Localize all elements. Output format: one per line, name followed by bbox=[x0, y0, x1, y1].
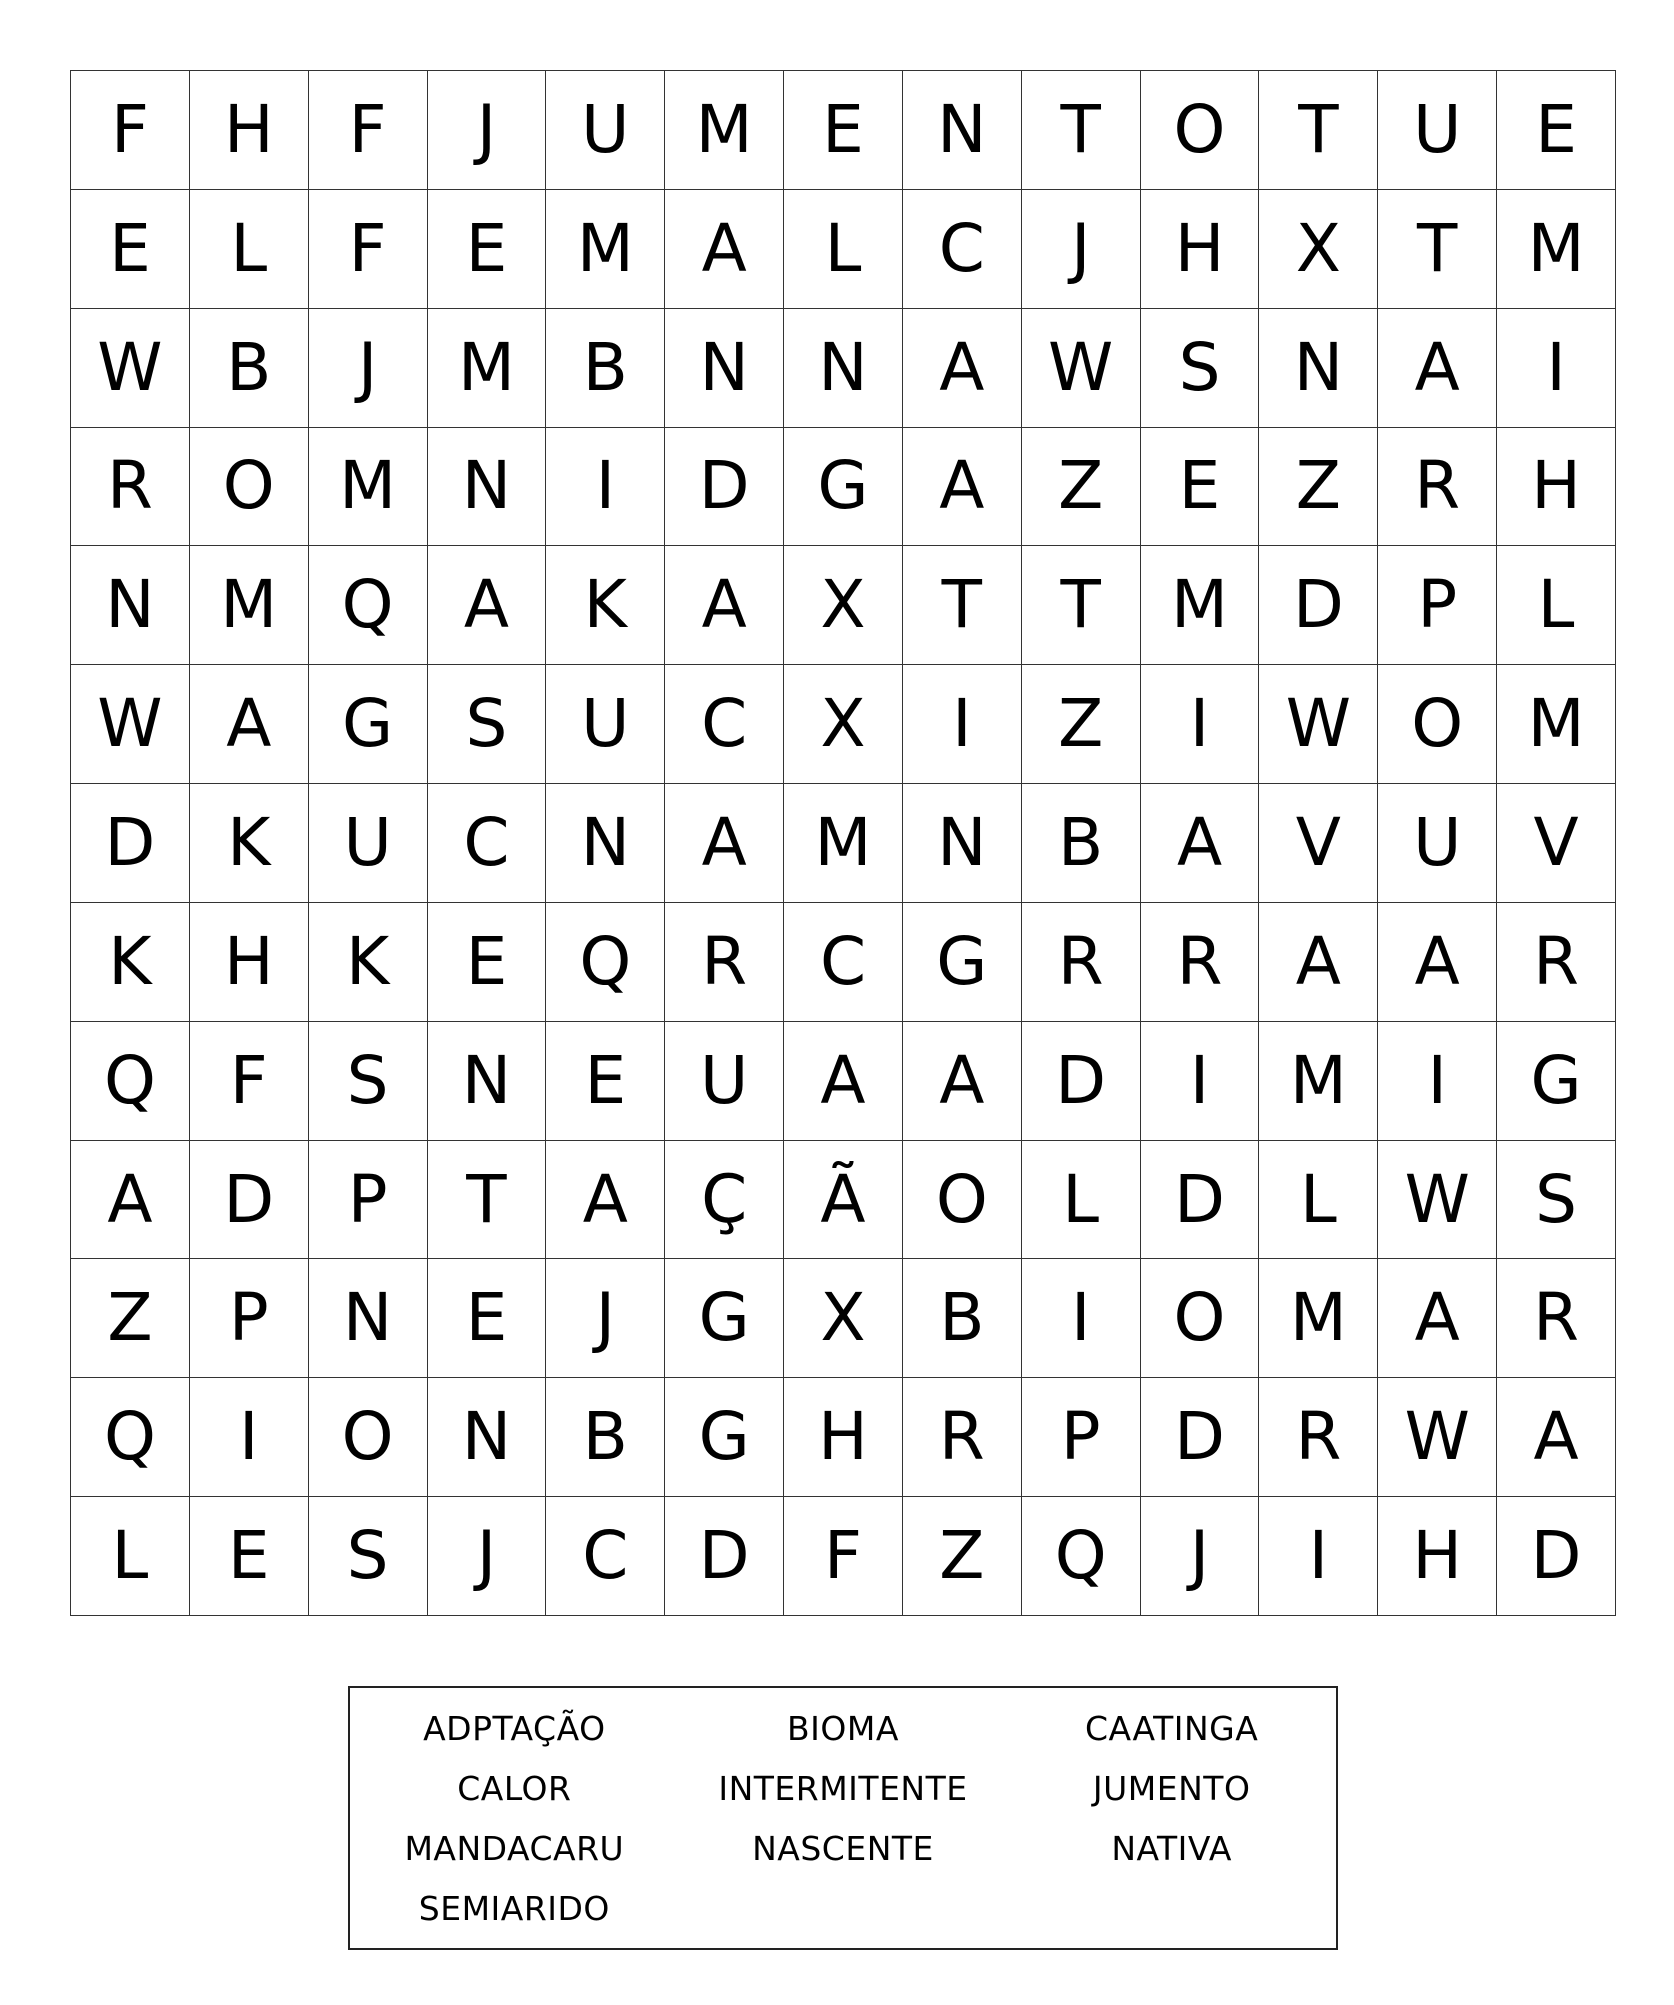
grid-cell[interactable]: C bbox=[903, 190, 1022, 309]
grid-cell[interactable]: G bbox=[903, 903, 1022, 1022]
grid-cell[interactable]: A bbox=[428, 546, 547, 665]
grid-cell[interactable]: T bbox=[1259, 71, 1378, 190]
grid-cell[interactable]: X bbox=[784, 665, 903, 784]
grid-cell[interactable]: J bbox=[309, 309, 428, 428]
grid-cell[interactable]: Z bbox=[1022, 428, 1141, 547]
grid-cell[interactable]: J bbox=[428, 71, 547, 190]
grid-cell[interactable]: E bbox=[71, 190, 190, 309]
grid-cell[interactable]: I bbox=[1022, 1259, 1141, 1378]
grid-cell[interactable]: W bbox=[1378, 1378, 1497, 1497]
grid-cell[interactable]: F bbox=[309, 71, 428, 190]
grid-cell[interactable]: O bbox=[903, 1141, 1022, 1260]
grid-cell[interactable]: N bbox=[665, 309, 784, 428]
grid-cell[interactable]: E bbox=[190, 1497, 309, 1616]
grid-cell[interactable]: W bbox=[1259, 665, 1378, 784]
grid-cell[interactable]: R bbox=[665, 903, 784, 1022]
grid-cell[interactable]: S bbox=[1141, 309, 1260, 428]
grid-cell[interactable]: U bbox=[309, 784, 428, 903]
grid-cell[interactable]: X bbox=[784, 1259, 903, 1378]
grid-cell[interactable]: I bbox=[1497, 309, 1616, 428]
grid-cell[interactable]: S bbox=[309, 1497, 428, 1616]
grid-cell[interactable]: I bbox=[903, 665, 1022, 784]
grid-cell[interactable]: O bbox=[1141, 71, 1260, 190]
grid-cell[interactable]: H bbox=[1497, 428, 1616, 547]
grid-cell[interactable]: A bbox=[1378, 1259, 1497, 1378]
grid-cell[interactable]: J bbox=[546, 1259, 665, 1378]
grid-cell[interactable]: A bbox=[1497, 1378, 1616, 1497]
word-list-item: ADPTAÇÃO bbox=[423, 1708, 606, 1748]
word-list-item: INTERMITENTE bbox=[718, 1768, 968, 1808]
grid-cell[interactable]: R bbox=[71, 428, 190, 547]
grid-cell[interactable]: E bbox=[1141, 428, 1260, 547]
grid-cell[interactable]: E bbox=[1497, 71, 1616, 190]
word-list bbox=[348, 1686, 1338, 1950]
grid-cell[interactable]: T bbox=[903, 546, 1022, 665]
grid-cell[interactable]: N bbox=[428, 1378, 547, 1497]
grid-cell[interactable]: I bbox=[1141, 1022, 1260, 1141]
grid-cell[interactable]: M bbox=[1497, 190, 1616, 309]
grid-cell[interactable]: A bbox=[903, 309, 1022, 428]
grid-cell[interactable]: I bbox=[1378, 1022, 1497, 1141]
grid-cell[interactable]: M bbox=[784, 784, 903, 903]
grid-cell[interactable]: H bbox=[190, 71, 309, 190]
grid-cell[interactable]: T bbox=[1378, 190, 1497, 309]
grid-cell[interactable]: Q bbox=[1022, 1497, 1141, 1616]
grid-cell[interactable]: M bbox=[428, 309, 547, 428]
grid-cell[interactable]: D bbox=[1497, 1497, 1616, 1616]
grid-cell[interactable]: D bbox=[665, 1497, 784, 1616]
grid-cell[interactable]: M bbox=[546, 190, 665, 309]
grid-cell[interactable]: C bbox=[665, 665, 784, 784]
grid-cell[interactable]: W bbox=[1022, 309, 1141, 428]
grid-cell[interactable]: M bbox=[309, 428, 428, 547]
grid-cell[interactable]: H bbox=[784, 1378, 903, 1497]
grid-cell[interactable]: R bbox=[1259, 1378, 1378, 1497]
grid-cell[interactable]: A bbox=[665, 546, 784, 665]
grid-cell[interactable]: Q bbox=[71, 1378, 190, 1497]
grid-cell[interactable]: A bbox=[784, 1022, 903, 1141]
grid-cell[interactable]: W bbox=[71, 665, 190, 784]
grid-cell[interactable]: I bbox=[1141, 665, 1260, 784]
grid-cell[interactable]: I bbox=[546, 428, 665, 547]
word-search-grid bbox=[70, 70, 1616, 1616]
grid-cell[interactable]: Z bbox=[903, 1497, 1022, 1616]
word-list-item: CALOR bbox=[457, 1768, 572, 1808]
grid-cell[interactable]: F bbox=[71, 71, 190, 190]
grid-cell[interactable]: G bbox=[665, 1259, 784, 1378]
grid-cell[interactable]: M bbox=[665, 71, 784, 190]
grid-cell[interactable]: A bbox=[1378, 903, 1497, 1022]
grid-cell[interactable]: O bbox=[309, 1378, 428, 1497]
grid-cell[interactable]: S bbox=[428, 665, 547, 784]
grid-cell[interactable]: S bbox=[1497, 1141, 1616, 1260]
grid-cell[interactable]: I bbox=[1259, 1497, 1378, 1616]
grid-cell[interactable]: B bbox=[546, 1378, 665, 1497]
grid-cell[interactable]: E bbox=[546, 1022, 665, 1141]
grid-cell[interactable]: T bbox=[1022, 71, 1141, 190]
grid-cell[interactable]: B bbox=[1022, 784, 1141, 903]
grid-cell[interactable]: R bbox=[1497, 1259, 1616, 1378]
grid-cell[interactable]: V bbox=[1259, 784, 1378, 903]
grid-cell[interactable]: B bbox=[903, 1259, 1022, 1378]
grid-cell[interactable]: A bbox=[546, 1141, 665, 1260]
word-list-item: BIOMA bbox=[787, 1708, 899, 1748]
grid-cell[interactable]: Z bbox=[1022, 665, 1141, 784]
grid-cell[interactable]: N bbox=[1259, 309, 1378, 428]
grid-cell[interactable]: G bbox=[1497, 1022, 1616, 1141]
grid-cell[interactable]: L bbox=[1497, 546, 1616, 665]
grid-cell[interactable]: N bbox=[903, 784, 1022, 903]
grid-cell[interactable]: M bbox=[1497, 665, 1616, 784]
grid-cell[interactable]: D bbox=[1022, 1022, 1141, 1141]
grid-cell[interactable]: N bbox=[428, 1022, 547, 1141]
grid-cell[interactable]: M bbox=[1259, 1022, 1378, 1141]
word-list-item: JUMENTO bbox=[1092, 1768, 1251, 1808]
grid-cell[interactable]: X bbox=[784, 546, 903, 665]
grid-cell[interactable]: Q bbox=[71, 1022, 190, 1141]
grid-cell[interactable]: N bbox=[784, 309, 903, 428]
grid-cell[interactable]: A bbox=[1259, 903, 1378, 1022]
grid-cell[interactable]: U bbox=[546, 71, 665, 190]
grid-cell[interactable]: U bbox=[546, 665, 665, 784]
grid-cell[interactable]: T bbox=[428, 1141, 547, 1260]
grid-cell[interactable]: W bbox=[71, 309, 190, 428]
grid-cell[interactable]: A bbox=[190, 665, 309, 784]
grid-cell[interactable]: G bbox=[665, 1378, 784, 1497]
grid-cell[interactable]: D bbox=[1141, 1141, 1260, 1260]
grid-cell[interactable]: W bbox=[1378, 1141, 1497, 1260]
grid-cell[interactable]: A bbox=[1141, 784, 1260, 903]
word-list-item: MANDACARU bbox=[404, 1828, 625, 1868]
grid-cell[interactable]: J bbox=[1022, 190, 1141, 309]
grid-cell[interactable]: M bbox=[1141, 546, 1260, 665]
grid-cell[interactable]: V bbox=[1497, 784, 1616, 903]
grid-cell[interactable]: C bbox=[546, 1497, 665, 1616]
grid-cell[interactable]: N bbox=[71, 546, 190, 665]
grid-cell[interactable]: M bbox=[190, 546, 309, 665]
grid-cell[interactable]: K bbox=[71, 903, 190, 1022]
grid-cell[interactable]: O bbox=[1378, 665, 1497, 784]
word-list-item: CAATINGA bbox=[1085, 1708, 1259, 1748]
word-list-item: NATIVA bbox=[1111, 1828, 1232, 1868]
grid-cell[interactable]: R bbox=[1022, 903, 1141, 1022]
grid-cell[interactable]: C bbox=[784, 903, 903, 1022]
grid-cell[interactable]: P bbox=[309, 1141, 428, 1260]
grid-cell[interactable]: B bbox=[190, 309, 309, 428]
grid-cell[interactable]: N bbox=[903, 71, 1022, 190]
grid-cell[interactable]: U bbox=[1378, 71, 1497, 190]
grid-cell[interactable]: N bbox=[309, 1259, 428, 1378]
grid-cell[interactable]: Q bbox=[546, 903, 665, 1022]
grid-cell[interactable]: R bbox=[1378, 428, 1497, 547]
grid-cell[interactable]: I bbox=[190, 1378, 309, 1497]
word-list-item: NASCENTE bbox=[752, 1828, 934, 1868]
grid-cell[interactable]: A bbox=[665, 190, 784, 309]
grid-cell[interactable]: R bbox=[903, 1378, 1022, 1497]
grid-cell[interactable]: F bbox=[190, 1022, 309, 1141]
grid-cell[interactable]: A bbox=[903, 1022, 1022, 1141]
grid-cell[interactable]: A bbox=[665, 784, 784, 903]
grid-cell[interactable]: H bbox=[190, 903, 309, 1022]
grid-cell[interactable]: L bbox=[784, 190, 903, 309]
grid-cell[interactable]: D bbox=[1141, 1378, 1260, 1497]
grid-cell[interactable]: E bbox=[428, 1259, 547, 1378]
grid-cell[interactable]: N bbox=[428, 428, 547, 547]
grid-cell[interactable]: E bbox=[428, 190, 547, 309]
grid-cell[interactable]: K bbox=[190, 784, 309, 903]
grid-cell[interactable]: P bbox=[190, 1259, 309, 1378]
grid-cell[interactable]: P bbox=[1022, 1378, 1141, 1497]
grid-cell[interactable]: G bbox=[784, 428, 903, 547]
grid-cell[interactable]: Ç bbox=[665, 1141, 784, 1260]
grid-cell[interactable]: H bbox=[1378, 1497, 1497, 1616]
grid-cell[interactable]: G bbox=[309, 665, 428, 784]
grid-cell[interactable]: U bbox=[1378, 784, 1497, 903]
grid-cell[interactable]: P bbox=[1378, 546, 1497, 665]
grid-cell[interactable]: J bbox=[1141, 1497, 1260, 1616]
grid-cell[interactable]: K bbox=[546, 546, 665, 665]
grid-cell[interactable]: Ã bbox=[784, 1141, 903, 1260]
grid-cell[interactable]: O bbox=[1141, 1259, 1260, 1378]
grid-cell[interactable]: A bbox=[1378, 309, 1497, 428]
grid-cell[interactable]: D bbox=[665, 428, 784, 547]
word-list-item: SEMIARIDO bbox=[418, 1888, 610, 1928]
grid-cell[interactable]: D bbox=[1259, 546, 1378, 665]
grid-cell[interactable]: L bbox=[190, 190, 309, 309]
grid-cell[interactable]: F bbox=[309, 190, 428, 309]
grid-cell[interactable]: L bbox=[71, 1497, 190, 1616]
grid-cell[interactable]: Q bbox=[309, 546, 428, 665]
grid-cell[interactable]: S bbox=[309, 1022, 428, 1141]
grid-cell[interactable]: A bbox=[71, 1141, 190, 1260]
grid-cell[interactable]: H bbox=[1141, 190, 1260, 309]
grid-cell[interactable]: M bbox=[1259, 1259, 1378, 1378]
grid-cell[interactable]: K bbox=[309, 903, 428, 1022]
grid-cell[interactable]: O bbox=[190, 428, 309, 547]
grid-cell[interactable]: L bbox=[1259, 1141, 1378, 1260]
grid-cell[interactable]: R bbox=[1497, 903, 1616, 1022]
grid-cell[interactable]: B bbox=[546, 309, 665, 428]
grid-cell[interactable]: Z bbox=[71, 1259, 190, 1378]
grid-cell[interactable]: E bbox=[428, 903, 547, 1022]
grid-cell[interactable]: R bbox=[1141, 903, 1260, 1022]
grid-cell[interactable]: U bbox=[665, 1022, 784, 1141]
grid-cell[interactable]: C bbox=[428, 784, 547, 903]
grid-cell[interactable]: E bbox=[784, 71, 903, 190]
grid-cell[interactable]: A bbox=[903, 428, 1022, 547]
grid-cell[interactable]: F bbox=[784, 1497, 903, 1616]
grid-cell[interactable]: N bbox=[546, 784, 665, 903]
grid-cell[interactable]: J bbox=[428, 1497, 547, 1616]
grid-cell[interactable]: D bbox=[71, 784, 190, 903]
grid-cell[interactable]: L bbox=[1022, 1141, 1141, 1260]
grid-cell[interactable]: T bbox=[1022, 546, 1141, 665]
grid-cell[interactable]: Z bbox=[1259, 428, 1378, 547]
grid-cell[interactable]: X bbox=[1259, 190, 1378, 309]
grid-cell[interactable]: D bbox=[190, 1141, 309, 1260]
